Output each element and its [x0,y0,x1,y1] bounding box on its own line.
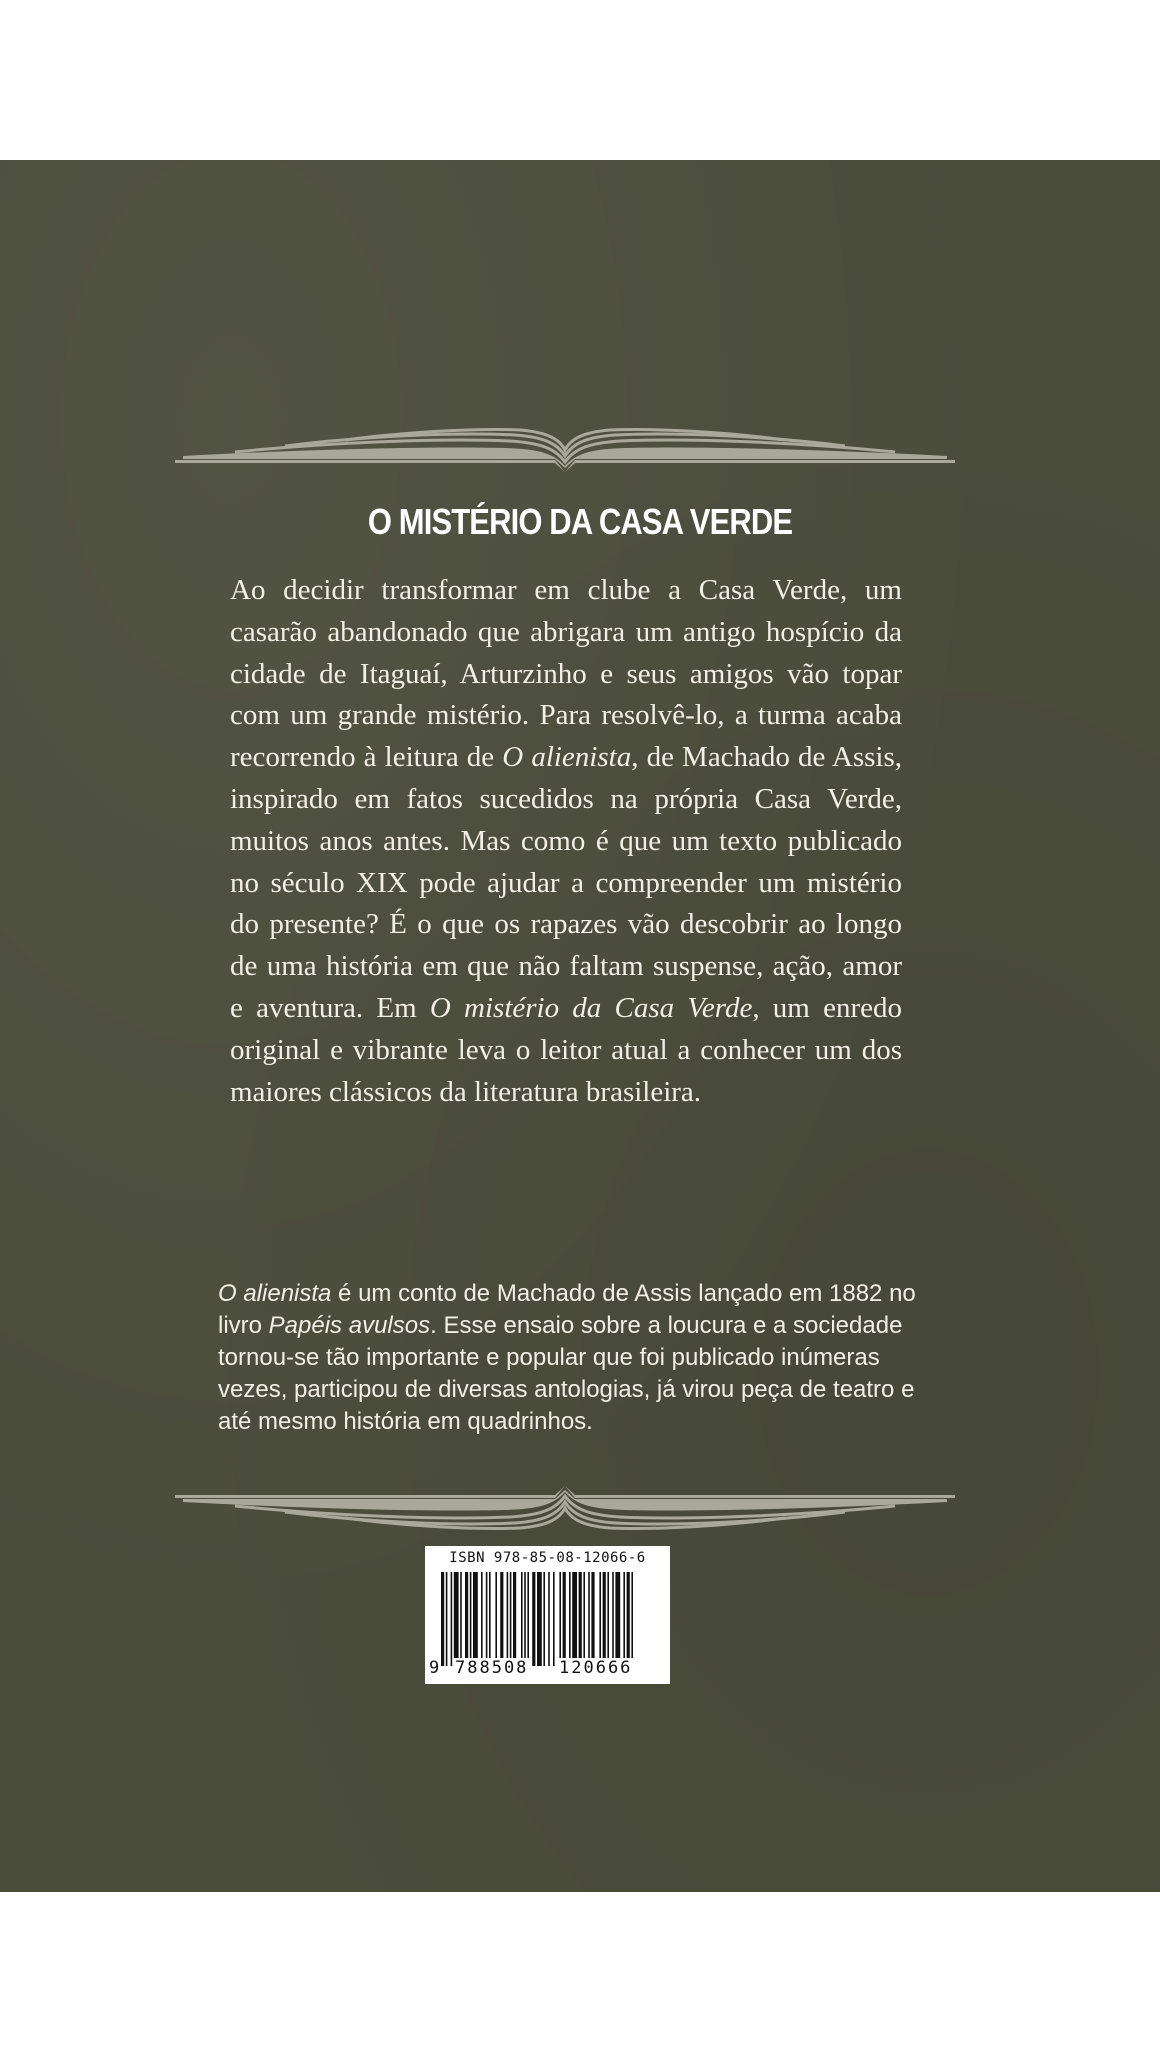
barcode-bars-icon [431,1572,664,1666]
note-italic-2: Papéis avulsos [268,1312,431,1339]
synopsis-text-3: , um enredo original e vibrante leva o leitor atual a conhecer um dos maiores clássicos da literatura brasileira. [230,991,902,1108]
isbn-label: ISBN 978-85-08-12066-6 [449,1550,646,1566]
synopsis-paragraph [230,570,902,1113]
synopsis-text-1: Ao decidir transformar em clube a Casa Verde, um casarão abandonado que abrigara um antigo hospício da cidade de Itaguaí, Arturzinho e seus amigos vão topar com um grande mistério. Para resolvê-lo, a turma acaba recorrendo à leitura de [230,574,902,774]
note-italic-1: O alienista [218,1280,332,1307]
synopsis-text-2: , de Machado de Assis, inspirado em fatos sucedidos na própria Casa Verde, muitos anos antes. Mas como é que um texto publicado no século XIX pode ajudar a compreender um mistério do presente? É o que os rapazes vão descobrir ao longo de uma história em que não faltam suspense, ação, amor e aventura. Em [230,741,902,1024]
alienista-note [218,1278,918,1438]
book-title: O MISTÉRIO DA CASA VERDE [367,501,793,542]
open-book-ornament-bottom-icon [175,1486,955,1542]
note-text-2: . Esse ensaio sobre a loucura e a sociedade tornou-se tão importante e popular que foi publicado inúmeras vezes, participou de diversas antologias, já virou peça de teatro e até mesmo história em quadrinhos. [218,1312,915,1435]
open-book-ornament-top-icon [175,416,955,472]
note-text-1: é um conto de Machado de Assis lançado em 1882 no livro [218,1280,916,1339]
barcode-digits-left: 788508 [455,1658,529,1678]
book-back-cover [0,160,1160,1892]
synopsis-italic-title-2: O mistério da Casa Verde [429,991,753,1024]
isbn-barcode [425,1546,670,1684]
synopsis-italic-title-1: O alienista [502,741,632,774]
barcode-digit-first: 9 [429,1658,440,1678]
barcode-digits-right: 120666 [559,1658,633,1678]
barcode-digits [425,1658,670,1682]
